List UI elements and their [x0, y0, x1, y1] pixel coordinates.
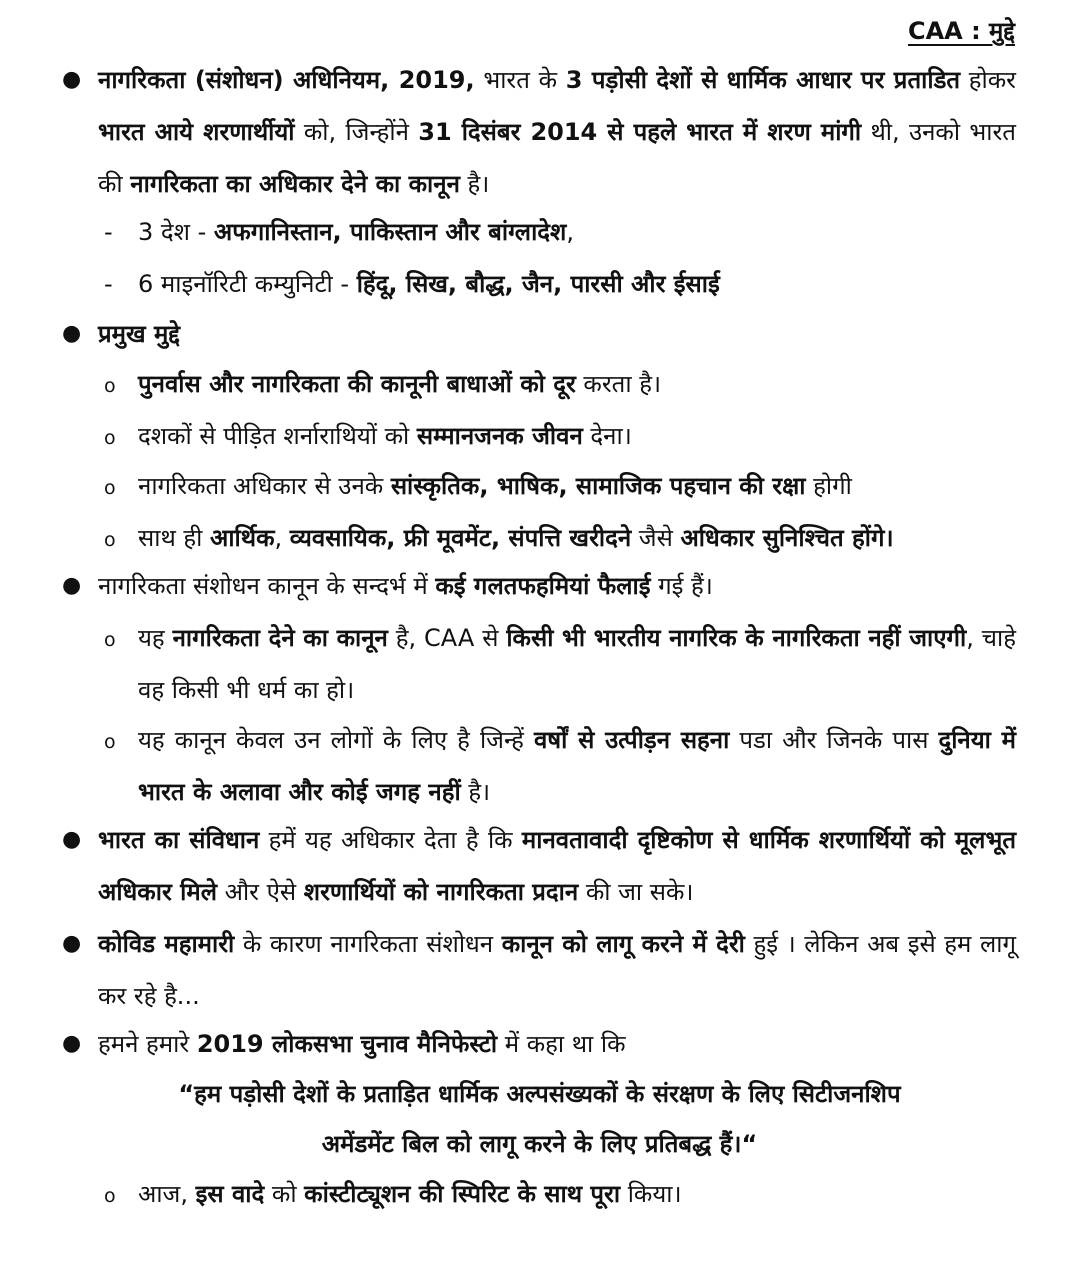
manifesto-quote-line-2: अमेंडमेंट बिल को लागू करने के लिए प्रतिबद्ध हैं।“: [321, 1130, 758, 1158]
dash-marker: -: [104, 270, 113, 298]
bullet-marker: ●: [62, 827, 82, 852]
paragraph-text: भारत का संविधान हमें यह अधिकार देता है कि मानवतावादी दृष्टिकोण से धार्मिक शरणार्थियों को मूलभूत अधिकार मिले और ऐसे शरणार्थियों को नागरिकता प्रदान की जा सके।: [98, 826, 1017, 906]
paragraph-text: नागरिकता (संशोधन) अधिनियम, 2019, भारत के 3 पड़ोसी देशों से धार्मिक आधार पर प्रताडित होकर भारत आये शरणार्थीयों को, जिन्होंने 31 दिसंबर 2014 से पहले भारत में शरण मांगी थी, उनको भारत की नागरिकता का अधिकार देने का कानून है।: [98, 66, 1017, 198]
paragraph-text: नागरिकता अधिकार से उनके सांस्कृतिक, भाषिक, सामाजिक पहचान की रक्षा होगी: [138, 472, 852, 500]
circle-marker: o: [104, 375, 116, 397]
paragraph-text: पुनर्वास और नागरिकता की कानूनी बाधाओं को दूर करता है।: [138, 370, 662, 398]
dash-marker: -: [104, 218, 113, 246]
paragraph-text: हमने हमारे 2019 लोकसभा चुनाव मैनिफेस्टो में कहा था कि: [98, 1030, 626, 1058]
paragraph-text: कोविड महामारी के कारण नागरिकता संशोधन कानून को लागू करने में देरी हुई । लेकिन अब इसे हम लागू कर रहे है...: [98, 930, 1016, 1010]
circle-marker: o: [104, 477, 116, 499]
paragraph-text: यह कानून केवल उन लोगों के लिए है जिन्हें वर्षों से उत्पीड़न सहना पडा और जिनके पास दुनिया में भारत के अलावा और कोई जगह नहीं है।: [138, 726, 1017, 806]
paragraph-text: साथ ही आर्थिक, व्यवसायिक, फ्री मूवमेंट, संपत्ति खरीदने जैसे अधिकार सुनिश्चित होंगे।: [138, 524, 894, 552]
paragraph-text: 3 देश - अफगानिस्तान, पाकिस्तान और बांग्लादेश,: [138, 218, 575, 246]
circle-marker: o: [104, 529, 116, 551]
bullet-marker: ●: [62, 931, 82, 956]
page-title: CAA : मुद्दे: [907, 17, 1015, 45]
circle-marker: o: [104, 427, 116, 449]
circle-marker: o: [104, 629, 116, 651]
paragraph-text: प्रमुख मुद्दे: [98, 320, 180, 348]
paragraph-text: दशकों से पीड़ित शर्नाराथियों को सम्मानजनक जीवन देना।: [138, 422, 632, 450]
paragraph-text: 6 माइनॉरिटी कम्युनिटी - हिंदू, सिख, बौद्ध, जैन, पारसी और ईसाई: [138, 270, 720, 298]
paragraph-text: यह नागरिकता देने का कानून है, CAA से किसी भी भारतीय नागरिक के नागरिकता नहीं जाएगी, चाहे वह किसी भी धर्म का हो।: [138, 624, 1017, 704]
manifesto-quote-line-1: “हम पड़ोसी देशों के प्रताड़ित धार्मिक अल्पसंख्यकों के संरक्षण के लिए सिटीजनशिप: [178, 1080, 901, 1108]
circle-marker: o: [104, 731, 116, 753]
paragraph-text: आज, इस वादे को कांस्टीट्यूशन की स्पिरिट के साथ पूरा किया।: [138, 1180, 682, 1208]
bullet-marker: ●: [62, 67, 82, 92]
circle-marker: o: [104, 1185, 116, 1207]
bullet-marker: ●: [62, 321, 82, 346]
paragraph-text: नागरिकता संशोधन कानून के सन्दर्भ में कई गलतफहमियां फैलाई गई हैं।: [98, 572, 713, 600]
bullet-marker: ●: [62, 1031, 82, 1056]
bullet-marker: ●: [62, 573, 82, 598]
